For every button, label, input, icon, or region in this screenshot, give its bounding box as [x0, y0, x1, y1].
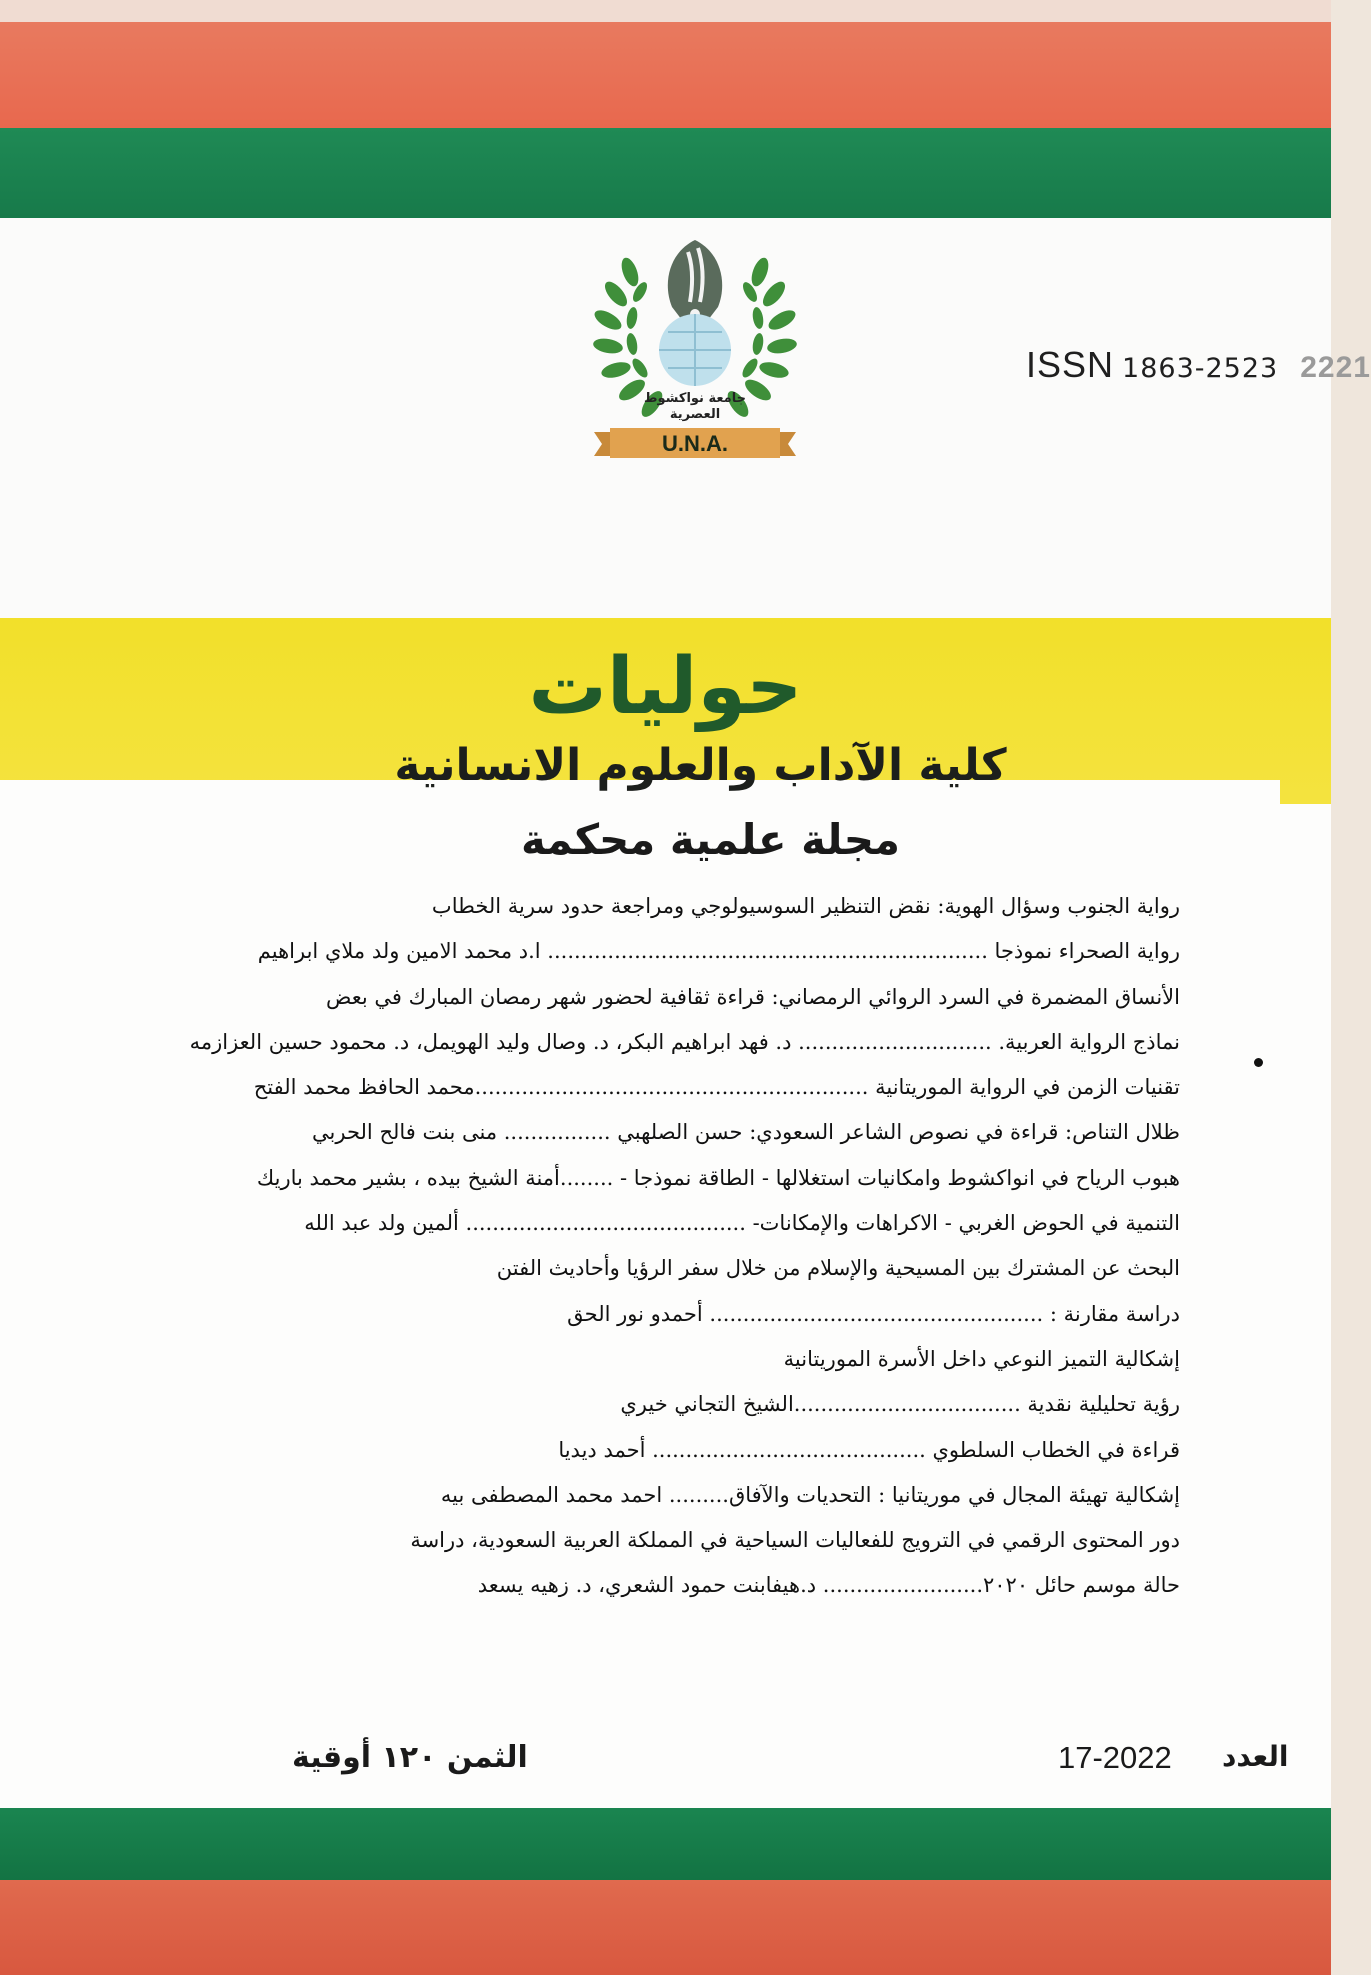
- issue-label: العدد: [1222, 1740, 1289, 1773]
- toc-line: إشكالية تهيئة المجال في موريتانيا : التحديات والآفاق......... احمد محمد المصطفى بيه: [440, 1482, 1180, 1507]
- issue-number: 17-2022: [1058, 1740, 1172, 1775]
- toc-line: رؤية تحليلية نقدية ..................................الشيخ التجاني خيري: [620, 1392, 1180, 1417]
- top-red-band: [0, 0, 1331, 128]
- bottom-green-band: [0, 1808, 1331, 1880]
- journal-title: حوليات: [528, 642, 803, 732]
- table-of-contents: [40, 884, 1180, 1609]
- toc-line: إشكالية التميز النوعي داخل الأسرة الموريتانية: [783, 1346, 1180, 1371]
- issn-label: ISSN: [1026, 344, 1115, 385]
- toc-line: قراءة في الخطاب السلطوي ......................................... أحمد ديديا: [558, 1437, 1180, 1462]
- toc-line: حالة موسم حائل ٢٠٢٠........................ د.هيفابنت حمود الشعري، د. زهيه يسعد: [477, 1573, 1180, 1598]
- globe-icon: [659, 314, 731, 386]
- toc-line: دور المحتوى الرقمي في الترويج للفعاليات السياحية في المملكة العربية السعودية، دراسة: [410, 1528, 1180, 1553]
- faculty-name: كلية الآداب والعلوم الانسانية: [394, 740, 1007, 791]
- top-red-stripe: [0, 22, 1331, 128]
- issn-number: 1863-2523: [1122, 353, 1279, 384]
- logo-arabic-text-2: العصرية: [669, 407, 721, 422]
- university-logo: [590, 232, 800, 464]
- bottom-red-band: [0, 1880, 1331, 1975]
- logo-arabic-text: جامعة نواكشوط: [644, 391, 746, 406]
- margin-dot: [1254, 1058, 1263, 1067]
- logo-ribbon: [594, 428, 796, 458]
- toc-line: دراسة مقارنة : .................................................. أحمدو نور الحق: [567, 1301, 1180, 1326]
- toc-line: التنمية في الحوض الغربي - الاكراهات والإمكانات- .......................................... ألمين ولد عبد الله: [304, 1211, 1180, 1236]
- issn-code: [1026, 344, 1371, 386]
- toc-line: نماذج الرواية العربية. ............................. د. فهد ابراهيم البكر، د. وصال وليد الهويمل، د. محمود حسين العزازمه: [189, 1029, 1180, 1054]
- logo-abbr: U.N.A.: [662, 431, 728, 456]
- toc-line: هبوب الرياح في انواكشوط وامكانيات استغلالها - الطاقة نموذجا - ........أمنة الشيخ بيده ، بشير محمد باريك: [256, 1165, 1180, 1190]
- toc-line: تقنيات الزمن في الرواية الموريتانية ...........................................................محمد الحافظ محمد الفتح: [253, 1075, 1180, 1100]
- toc-line: الأنساق المضمرة في السرد الروائي الرمصاني: قراءة ثقافية لحضور شهر رمصان المبارك في بعض: [326, 984, 1180, 1009]
- issn-stamp: 2221: [1300, 351, 1371, 384]
- toc-line: ظلال التناص: قراءة في نصوص الشاعر السعودي: حسن الصلهبي ................ منى بنت فالح الحربي: [312, 1120, 1180, 1145]
- toc-line: البحث عن المشترك بين المسيحية والإسلام من خلال سفر الرؤيا وأحاديث الفتن: [496, 1256, 1180, 1281]
- toc-line: رواية الصحراء نموذجا .................................................................. ا.د محمد الامين ولد ملاي ابراهيم: [257, 939, 1180, 964]
- journal-description: مجلة علمية محكمة: [520, 815, 901, 864]
- toc-line: رواية الجنوب وسؤال الهوية: نقض التنظير السوسيولوجي ومراجعة حدود سرية الخطاب: [431, 894, 1180, 918]
- price-label: الثمن ١٢٠ أوقية: [292, 1740, 528, 1775]
- top-green-band: [0, 128, 1331, 218]
